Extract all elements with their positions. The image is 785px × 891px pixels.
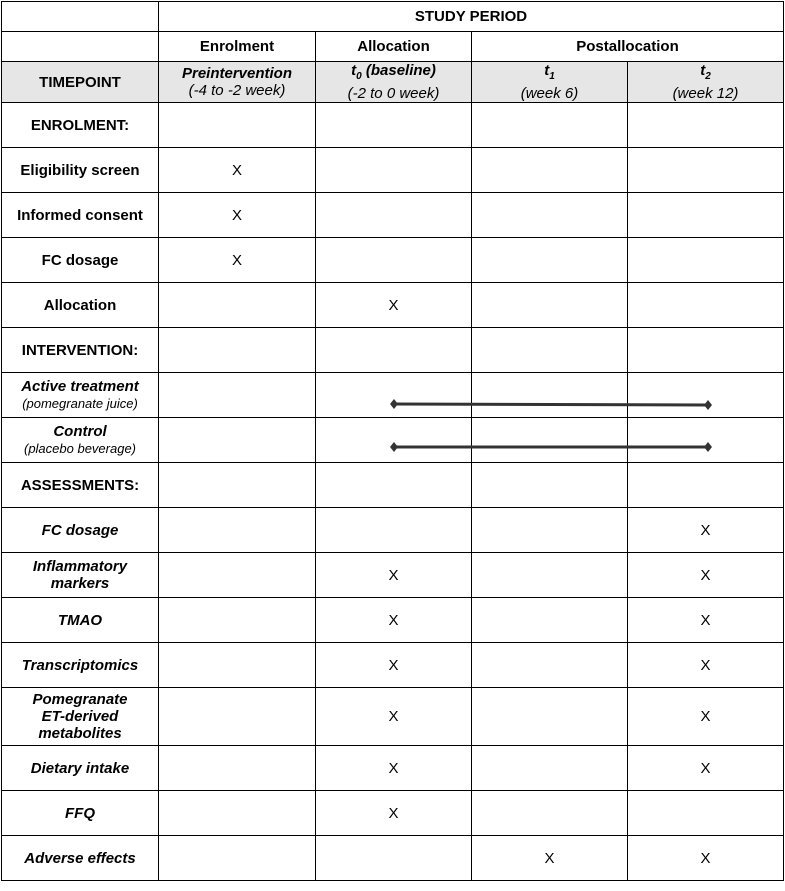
timepoint-preintervention (159, 62, 316, 103)
row-label-sub: (placebo beverage) (23, 441, 137, 456)
table-row (2, 836, 784, 881)
table-row (2, 746, 784, 791)
table-row (2, 598, 784, 643)
mark-cell (472, 791, 628, 836)
mark-cell: X (316, 643, 472, 688)
timepoint-main: Preintervention (181, 65, 293, 82)
mark-cell: X (628, 836, 784, 881)
table-row (2, 283, 784, 328)
mark-cell: X (628, 643, 784, 688)
table-row (2, 508, 784, 553)
corner-cell (2, 2, 159, 32)
timepoint-sub: (-2 to 0 week) (347, 85, 440, 102)
table-row (2, 688, 784, 746)
row-label: FC dosage (2, 238, 159, 283)
timepoint-t2 (628, 62, 784, 103)
mark-cell (159, 598, 316, 643)
mark-cell (316, 508, 472, 553)
table-row (2, 643, 784, 688)
mark-cell: X (316, 746, 472, 791)
row-label: Pomegranate ET-derived metabolites (2, 688, 159, 746)
mark-cell: X (316, 688, 472, 746)
mark-cell (472, 688, 628, 746)
mark-cell (472, 746, 628, 791)
timepoint-label: TIMEPOINT (2, 62, 159, 103)
row-label: Transcriptomics (2, 643, 159, 688)
mark-cell (628, 238, 784, 283)
timepoint-sub: (week 6) (520, 85, 579, 102)
mark-cell (159, 836, 316, 881)
phase-allocation: Allocation (316, 32, 472, 62)
row-label (2, 418, 159, 463)
mark-cell: X (628, 688, 784, 746)
mark-cell (472, 553, 628, 598)
row-label: TMAO (2, 598, 159, 643)
mark-cell (159, 553, 316, 598)
mark-cell (159, 643, 316, 688)
mark-cell (316, 836, 472, 881)
schedule-table (1, 1, 784, 881)
mark-cell (159, 508, 316, 553)
mark-cell: X (628, 553, 784, 598)
row-label-main: Control (53, 423, 107, 440)
mark-cell (628, 791, 784, 836)
mark-cell (472, 283, 628, 328)
mark-cell (472, 148, 628, 193)
mark-cell (628, 283, 784, 328)
mark-cell: X (159, 148, 316, 193)
section-intervention: INTERVENTION: (2, 328, 159, 373)
timepoint-t1 (472, 62, 628, 103)
row-label (2, 373, 159, 418)
row-label-sub: (pomegranate juice) (22, 396, 138, 411)
timepoint-sub: (-4 to -2 week) (188, 82, 286, 99)
phase-enrolment: Enrolment (159, 32, 316, 62)
row-label: Adverse effects (2, 836, 159, 881)
table-row (2, 418, 784, 463)
mark-cell: X (159, 193, 316, 238)
table-row (2, 193, 784, 238)
mark-cell (316, 193, 472, 238)
table-row (2, 373, 784, 418)
timepoint-main: $t_1$ (544, 62, 555, 82)
mark-cell: X (628, 746, 784, 791)
table-row (2, 238, 784, 283)
mark-cell: X (316, 283, 472, 328)
mark-cell: X (628, 598, 784, 643)
section-enrolment: ENROLMENT: (2, 103, 159, 148)
timepoint-t0 (316, 62, 472, 103)
row-label: FFQ (2, 791, 159, 836)
phase-postallocation: Postallocation (472, 32, 784, 62)
mark-cell (316, 148, 472, 193)
mark-cell (472, 193, 628, 238)
mark-cell (159, 688, 316, 746)
mark-cell (159, 791, 316, 836)
mark-cell (628, 193, 784, 238)
mark-cell: X (316, 791, 472, 836)
mark-cell (472, 643, 628, 688)
mark-cell: X (316, 598, 472, 643)
row-label: Informed consent (2, 193, 159, 238)
mark-cell: X (472, 836, 628, 881)
mark-cell (472, 238, 628, 283)
mark-cell (159, 283, 316, 328)
table-row (2, 148, 784, 193)
row-label: Allocation (2, 283, 159, 328)
mark-cell (159, 746, 316, 791)
row-label: Eligibility screen (2, 148, 159, 193)
row-label-main: Active treatment (21, 378, 139, 395)
table-row (2, 553, 784, 598)
mark-cell (628, 148, 784, 193)
mark-cell (316, 238, 472, 283)
timepoint-main: $t_2$ (700, 62, 711, 82)
empty-phase-cell (2, 32, 159, 62)
section-assessments: ASSESSMENTS: (2, 463, 159, 508)
mark-cell (472, 508, 628, 553)
table-row (2, 791, 784, 836)
mark-cell (472, 598, 628, 643)
timepoint-main: $t_0$ (baseline) (351, 62, 436, 82)
mark-cell: X (628, 508, 784, 553)
row-label: FC dosage (2, 508, 159, 553)
mark-cell: X (159, 238, 316, 283)
study-period-header: STUDY PERIOD (159, 2, 784, 32)
timepoint-sub: (week 12) (672, 85, 739, 102)
row-label: Dietary intake (2, 746, 159, 791)
row-label: Inflammatory markers (2, 553, 159, 598)
mark-cell: X (316, 553, 472, 598)
